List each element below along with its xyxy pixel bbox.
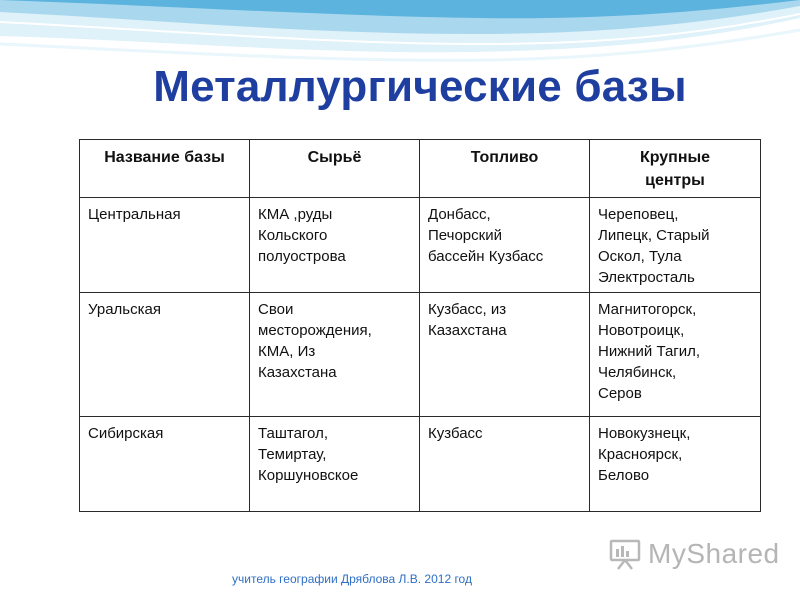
cell-fuel: Донбасс, Печорский бассейн Кузбасс — [420, 198, 590, 293]
cell-fuel: Кузбасс — [420, 417, 590, 512]
cell-raw-materials: Свои месторождения, КМА, Из Казахстана — [250, 293, 420, 417]
table-row — [80, 293, 761, 417]
footer-credit: учитель географии Дряблова Л.В. 2012 год — [232, 572, 472, 586]
table-header-row — [80, 140, 761, 198]
presentation-board-icon — [608, 537, 642, 571]
cell-raw-materials: Таштагол, Темиртау, Коршуновское — [250, 417, 420, 512]
page-title: Металлургические базы — [153, 62, 687, 111]
watermark-text: MyShared — [648, 538, 780, 569]
header-fuel: Топливо — [420, 140, 590, 198]
header-raw-materials: Сырьё — [250, 140, 420, 198]
cell-base-name: Центральная — [80, 198, 250, 293]
header-base-name: Название базы — [80, 140, 250, 198]
header-major-centers: Крупные центры — [590, 140, 761, 198]
myshared-watermark — [608, 534, 780, 574]
table-row — [80, 198, 761, 293]
cell-major-centers: Новокузнецк, Красноярск, Белово — [590, 417, 761, 512]
cell-raw-materials: КМА ,руды Кольского полуострова — [250, 198, 420, 293]
cell-base-name: Уральская — [80, 293, 250, 417]
cell-major-centers: Магнитогорск, Новотроицк, Нижний Тагил, Челябинск, Серов — [590, 293, 761, 417]
table-row — [80, 417, 761, 512]
cell-base-name: Сибирская — [80, 417, 250, 512]
cell-major-centers: Череповец, Липецк, Старый Оскол, Тула Электросталь — [590, 198, 761, 293]
metallurgical-bases-table — [79, 139, 761, 512]
cell-fuel: Кузбасс, из Казахстана — [420, 293, 590, 417]
